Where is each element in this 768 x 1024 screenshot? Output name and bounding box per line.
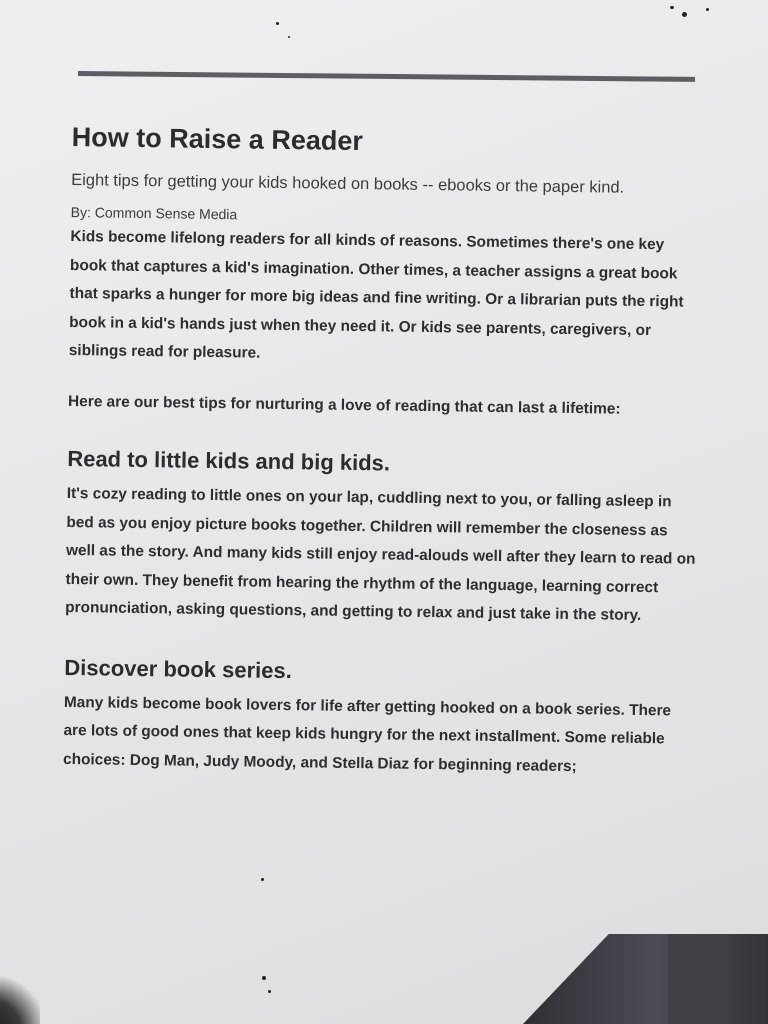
paper-speck bbox=[261, 878, 264, 881]
section-body-read-to-kids: It's cozy reading to little ones on your lap, cuddling next to you, or falling asleep in bed as you enjoy picture books together. Children will remember the closeness as well as the story. And many kids still enjoy read-alouds well after they learn to read on their own. They benefit from hearing the rhythm of the language, learning correct pronunciation, asking questions, and getting to relax and just take in the story. bbox=[65, 484, 696, 624]
paper-speck bbox=[682, 12, 687, 17]
dark-corner-background bbox=[523, 934, 768, 1024]
article-title: How to Raise a Reader bbox=[71, 122, 364, 157]
section-heading-read-to-kids: Read to little kids and big kids. bbox=[67, 445, 391, 476]
article bbox=[63, 122, 702, 783]
paper-speck bbox=[288, 36, 290, 38]
intro-paragraph: Kids become lifelong readers for all kinds of reasons. Sometimes there's one key book that captures a kid's imagination. Other times, a teacher assigns a great book that sparks a hunger for more big ideas and fine writing. Or a librarian puts the right book in a kid's hands just when they need it. Or kids see parents, caregivers, or siblings read for pleasure. bbox=[68, 227, 684, 362]
finger-shadow bbox=[0, 974, 40, 1024]
paper-speck bbox=[268, 990, 271, 993]
paper-speck bbox=[670, 6, 674, 9]
article-subtitle: Eight tips for getting your kids hooked on books -- ebooks or the paper kind. bbox=[71, 170, 625, 197]
article-byline: By: Common Sense Media bbox=[70, 203, 238, 223]
paper-speck bbox=[276, 22, 279, 25]
paper-speck bbox=[262, 976, 266, 980]
section-body-book-series: Many kids become book lovers for life after getting hooked on a book series. There are lots of good ones that keep kids hungry for the next installment. Some reliable choices: Dog Man, Judy Moody, and Stella Diaz for beginning readers; bbox=[62, 693, 672, 775]
lead-in-paragraph: Here are our best tips for nurturing a love of reading that can last a lifetime: bbox=[67, 392, 621, 418]
paper-speck bbox=[706, 8, 709, 11]
top-horizontal-rule bbox=[78, 71, 695, 82]
section-heading-book-series: Discover book series. bbox=[64, 654, 292, 683]
